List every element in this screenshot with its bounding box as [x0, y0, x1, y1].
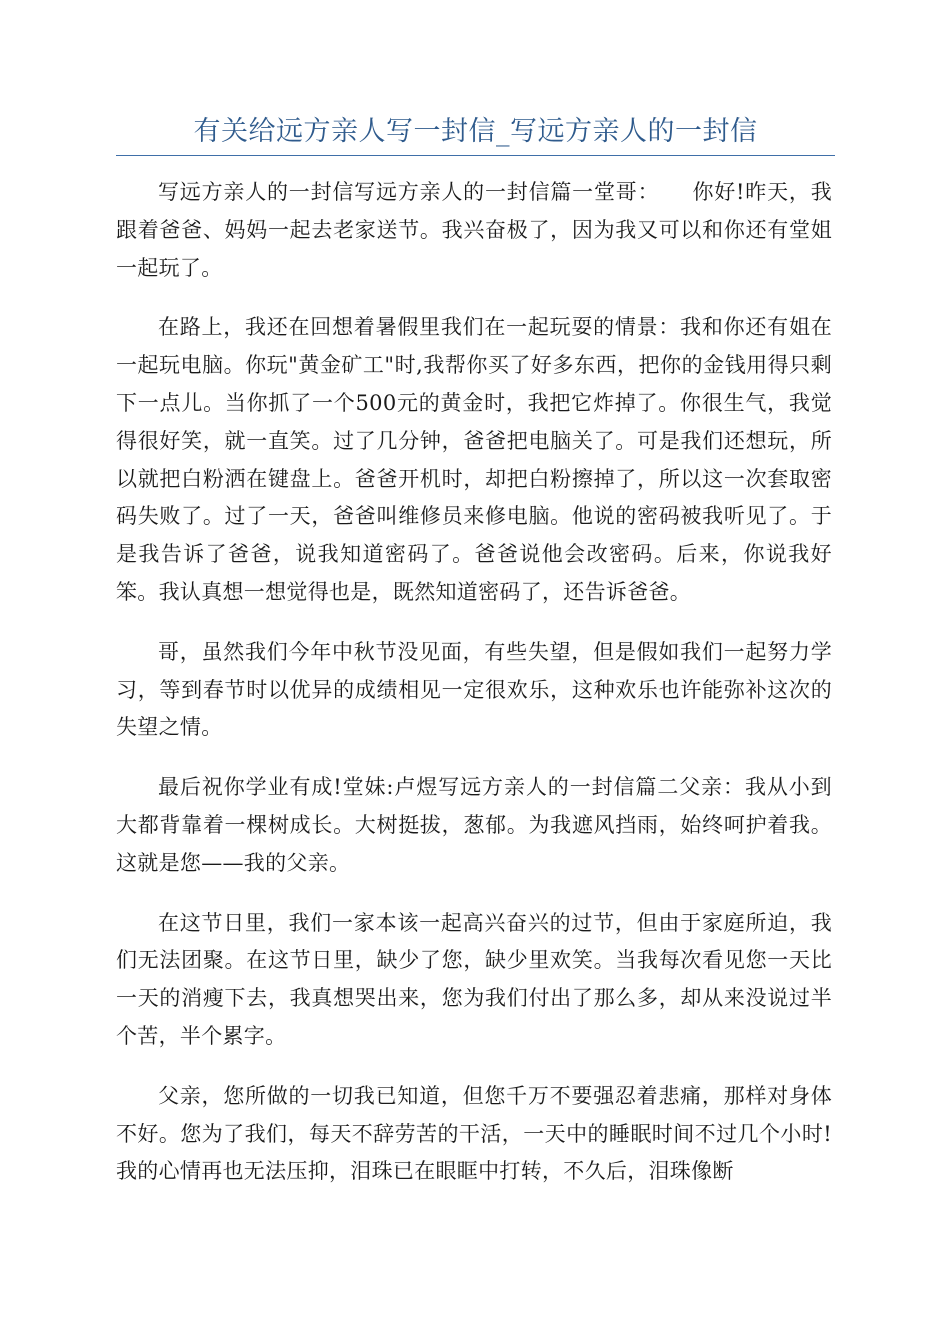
document-body	[116, 174, 832, 1213]
paragraph-5: 在这节日里，我们一家本该一起高兴奋兴的过节，但由于家庭所迫，我们无法团聚。在这节日里，缺少了您，缺少里欢笑。当我每次看见您一天比一天的消瘦下去，我真想哭出来，您为我们付出了那么多，却从来没说过半个苦，半个累字。	[116, 910, 832, 1048]
document-title: 有关给远方亲人写一封信_写远方亲人的一封信	[116, 112, 835, 156]
paragraph-3: 哥，虽然我们今年中秋节没见面，有些失望，但是假如我们一起努力学习，等到春节时以优异的成绩相见一定很欢乐，这种欢乐也许能弥补这次的失望之情。	[116, 639, 832, 740]
paragraph-2: 在路上，我还在回想着暑假里我们在一起玩耍的情景：我和你还有姐在一起玩电脑。你玩"黄金矿工"时,我帮你买了好多东西，把你的金钱用得只剩下一点儿。当你抓了一个500元的黄金时，我把它炸掉了。你很生气，我觉得很好笑，就一直笑。过了几分钟，爸爸把电脑关了。可是我们还想玩，所以就把白粉洒在键盘上。爸爸开机时，却把白粉擦掉了，所以这一次套取密码失败了。过了一天，爸爸叫维修员来修电脑。他说的密码被我听见了。于是我告诉了爸爸，说我知道密码了。爸爸说他会改密码。后来，你说我好笨。我认真想一想觉得也是，既然知道密码了，还告诉爸爸。	[116, 315, 832, 604]
paragraph-4: 最后祝你学业有成!堂妹:卢煜写远方亲人的一封信篇二父亲：我从小到大都背靠着一棵树成长。大树挺拔，葱郁。为我遮风挡雨，始终呵护着我。这就是您——我的父亲。	[116, 775, 832, 875]
paragraph-6: 父亲，您所做的一切我已知道，但您千万不要强忍着悲痛，那样对身体不好。您为了我们，每天不辞劳苦的干活，一天中的睡眠时间不过几个小时!我的心情再也无法压抑，泪珠已在眼眶中打转，不久后，泪珠像断	[116, 1083, 832, 1184]
paragraph-1: 写远方亲人的一封信写远方亲人的一封信篇一堂哥： 你好!昨天，我跟着爸爸、妈妈一起去老家送节。我兴奋极了，因为我又可以和你还有堂姐一起玩了。	[116, 180, 832, 280]
